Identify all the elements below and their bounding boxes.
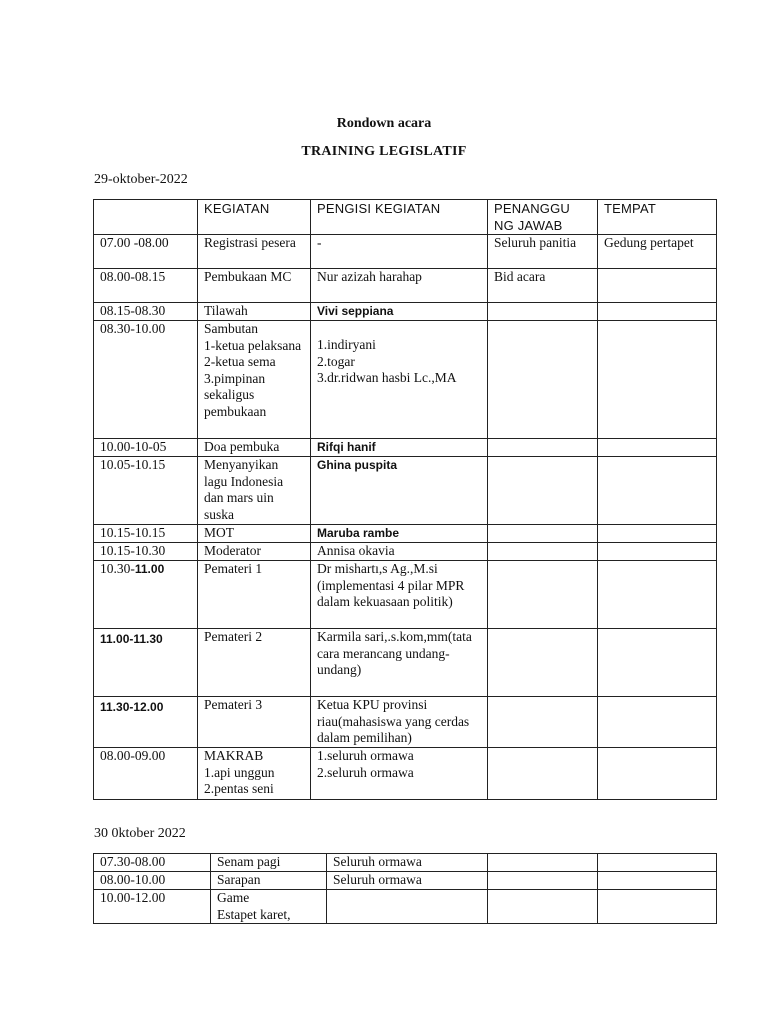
- tempat-cell: [598, 629, 717, 697]
- time-cell: 10.15-10.30: [94, 543, 198, 561]
- penanggung-jawab-cell: Seluruh panitia: [488, 235, 598, 269]
- table-row: [94, 269, 717, 303]
- pengisi-cell: -: [311, 235, 488, 269]
- day2-date: 30 0ktober 2022: [94, 826, 186, 841]
- time-cell: 08.00-08.15: [94, 269, 198, 303]
- schedule-table-day2: [93, 853, 717, 924]
- pengisi-cell: Vivi seppiana: [311, 303, 488, 321]
- document-title: Rondown acara: [336, 116, 432, 131]
- kegiatan-cell: Senam pagi: [211, 854, 327, 872]
- pengisi-cell: [327, 890, 488, 924]
- cell-line: 2-ketua sema: [204, 354, 276, 369]
- header-cell-pengisi: PENGISI KEGIATAN: [311, 200, 488, 235]
- table-row: [94, 543, 717, 561]
- time-cell: 08.15-08.30: [94, 303, 198, 321]
- kegiatan-cell: Pemateri 1: [198, 561, 311, 629]
- table-row: [94, 457, 717, 525]
- table-row: [94, 629, 717, 697]
- table-row: [94, 525, 717, 543]
- kegiatan-cell: [198, 748, 311, 800]
- penanggung-jawab-cell: [488, 748, 598, 800]
- header-cell-kegiatan: KEGIATAN: [198, 200, 311, 235]
- table-row: [94, 321, 717, 439]
- cell-line: 1.seluruh ormawa: [317, 748, 414, 763]
- pengisi-cell: Nur azizah harahap: [311, 269, 488, 303]
- penanggung-jawab-cell: [488, 854, 598, 872]
- pengisi-cell: [311, 748, 488, 800]
- pengisi-cell: Ketua KPU provinsi riau(mahasiswa yang cerdas dalam pemilihan): [311, 697, 488, 748]
- cell-line: 2.togar: [317, 353, 355, 369]
- kegiatan-cell: Sarapan: [211, 872, 327, 890]
- tempat-cell: [598, 457, 717, 525]
- table-row: [94, 561, 717, 629]
- cell-line: 1-ketua pelaksana: [204, 337, 302, 353]
- kegiatan-cell: MOT: [198, 525, 311, 543]
- cell-line: 3.dr.ridwan hasbi Lc.,MA: [317, 370, 457, 385]
- pengisi-cell: Maruba rambe: [311, 525, 488, 543]
- cell-line: 3.pimpinan sekaligus pembukaan: [204, 370, 267, 419]
- penanggung-jawab-cell: [488, 561, 598, 629]
- tempat-cell: [598, 439, 717, 457]
- cell-line: Estapet karet,: [217, 906, 291, 922]
- table-row: [94, 872, 717, 890]
- table-header-row: [94, 200, 717, 235]
- header-cell-time: [94, 200, 198, 235]
- tempat-cell: [598, 269, 717, 303]
- kegiatan-cell: Tilawah: [198, 303, 311, 321]
- tempat-cell: [598, 872, 717, 890]
- table-row: [94, 303, 717, 321]
- tempat-cell: [598, 697, 717, 748]
- tempat-cell: [598, 890, 717, 924]
- time-cell: 07.30-08.00: [94, 854, 211, 872]
- penanggung-jawab-cell: [488, 457, 598, 525]
- schedule-table-day1: [93, 199, 717, 800]
- penanggung-jawab-cell: [488, 439, 598, 457]
- table-row: [94, 854, 717, 872]
- pengisi-cell: [311, 321, 488, 439]
- pengisi-cell: Dr mishartı,s Ag.,M.si (implementasi 4 pilar MPR dalam kekuasaan politik): [311, 561, 488, 629]
- penanggung-jawab-cell: Bid acara: [488, 269, 598, 303]
- cell-line: MAKRAB: [204, 748, 264, 763]
- kegiatan-cell: [211, 890, 327, 924]
- table-row: [94, 697, 717, 748]
- cell-line: 2.seluruh ormawa: [317, 764, 414, 780]
- time-cell: [94, 561, 198, 629]
- time-cell: 10.00-10-05: [94, 439, 198, 457]
- time-end: 11.00: [134, 562, 165, 576]
- penanggung-jawab-cell: [488, 872, 598, 890]
- tempat-cell: [598, 561, 717, 629]
- time-cell: 07.00 -08.00: [94, 235, 198, 269]
- kegiatan-cell: Registrasi pesera: [198, 235, 311, 269]
- header-cell-penanggung-jawab: PENANGGU NG JAWAB: [488, 200, 598, 235]
- kegiatan-cell: Doa pembuka: [198, 439, 311, 457]
- time-cell: 11.30-12.00: [94, 697, 198, 748]
- tempat-cell: [598, 303, 717, 321]
- penanggung-jawab-cell: [488, 629, 598, 697]
- pengisi-cell: Seluruh ormawa: [327, 872, 488, 890]
- pengisi-cell: Ghina puspita: [311, 457, 488, 525]
- pengisi-cell: Karmila sari,.s.kom,mm(tata cara merancang undang-undang): [311, 629, 488, 697]
- kegiatan-cell: Pemateri 2: [198, 629, 311, 697]
- time-cell: 10.00-12.00: [94, 890, 211, 924]
- kegiatan-cell: Pembukaan MC: [198, 269, 311, 303]
- table-row: [94, 439, 717, 457]
- tempat-cell: [598, 748, 717, 800]
- time-cell: 08.00-10.00: [94, 872, 211, 890]
- table-row: [94, 235, 717, 269]
- penanggung-jawab-cell: [488, 321, 598, 439]
- tempat-cell: [598, 854, 717, 872]
- pengisi-cell: Annisa okavia: [311, 543, 488, 561]
- time-cell: 10.05-10.15: [94, 457, 198, 525]
- tempat-cell: [598, 321, 717, 439]
- table-row: [94, 890, 717, 924]
- kegiatan-cell: Menyanyikan lagu Indonesia dan mars uin suska: [198, 457, 311, 525]
- cell-line: 2.pentas seni: [204, 781, 274, 796]
- cell-line: 1.api unggun: [204, 764, 275, 780]
- penanggung-jawab-cell: [488, 543, 598, 561]
- cell-line: 1.indiryani: [317, 337, 376, 352]
- document-subtitle: TRAINING LEGISLATIF: [301, 144, 467, 159]
- kegiatan-cell: Pemateri 3: [198, 697, 311, 748]
- penanggung-jawab-cell: [488, 697, 598, 748]
- cell-line: Game: [217, 890, 250, 905]
- penanggung-jawab-cell: [488, 525, 598, 543]
- penanggung-jawab-cell: [488, 303, 598, 321]
- time-cell: 11.00-11.30: [94, 629, 198, 697]
- header-cell-tempat: TEMPAT: [598, 200, 717, 235]
- table-row: [94, 748, 717, 800]
- time-cell: 10.15-10.15: [94, 525, 198, 543]
- tempat-cell: [598, 543, 717, 561]
- time-start: 10.30-: [100, 561, 135, 576]
- time-cell: 08.30-10.00: [94, 321, 198, 439]
- pengisi-cell: Rifqi hanif: [311, 439, 488, 457]
- penanggung-jawab-cell: [488, 890, 598, 924]
- day1-date: 29-oktober-2022: [94, 172, 188, 187]
- tempat-cell: [598, 525, 717, 543]
- time-cell: 08.00-09.00: [94, 748, 198, 800]
- tempat-cell: Gedung pertapet: [598, 235, 717, 269]
- kegiatan-cell: Moderator: [198, 543, 311, 561]
- pengisi-cell: Seluruh ormawa: [327, 854, 488, 872]
- kegiatan-cell: [198, 321, 311, 439]
- cell-line: Sambutan: [204, 321, 258, 336]
